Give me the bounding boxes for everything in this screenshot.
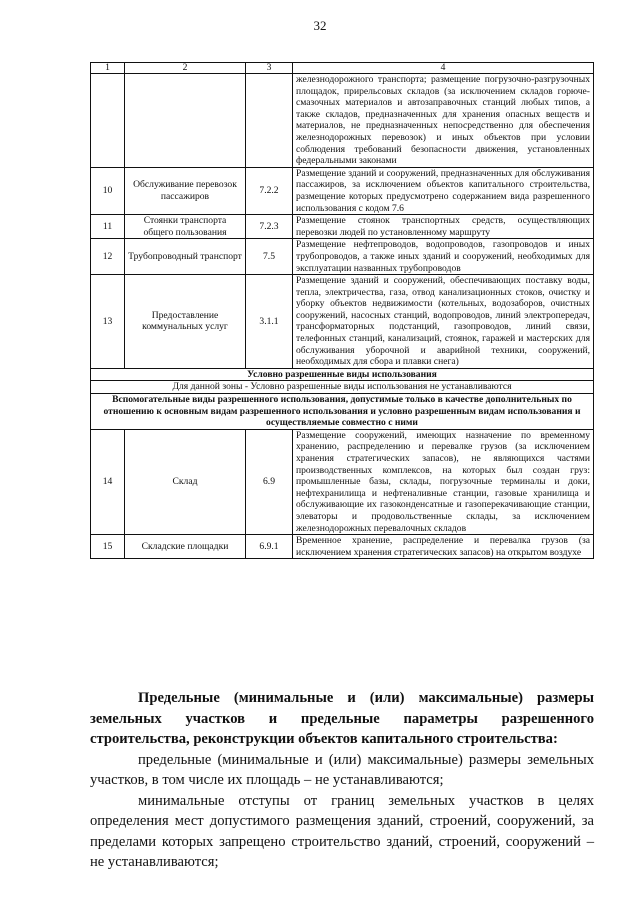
- row-name: Складские площадки: [125, 535, 246, 559]
- row-name: Предоставление коммунальных услуг: [125, 275, 246, 369]
- row-description: Размещение сооружений, имеющих назначение по временному хранению, распределению и перевалке грузов (за исключением хранения стратегических запасов), не являющихся частями производственных комплексов, на которых был создан груз: промышленные базы, склады, погрузочные терминалы и доки, нефтехранилища и нефтеналивные станции, газовые хранилища и обслуживающие их газоконденсатные и газоперекачивающие станции, элеваторы и продовольственные склады, за исключением железнодорожных перевалочных складов: [293, 429, 594, 534]
- conditional-uses-heading: Условно разрешенные виды использования: [91, 368, 594, 381]
- header-col-1: 1: [91, 63, 125, 74]
- paragraph-plot-sizes: предельные (минимальные и (или) максимальные) размеры земельных участков, в том числе их площадь – не устанавливаются;: [90, 751, 594, 788]
- auxiliary-uses-heading: Вспомогательные виды разрешенного использования, допустимые только в качестве дополнительных по отношению к основным видам разрешенного использования и условно разрешенным видам использования и осуществляемые совместно с ними: [91, 394, 594, 430]
- row-description: Размещение стоянок транспортных средств, осуществляющих перевозки людей по установленному маршруту: [293, 215, 594, 239]
- row-name: Склад: [125, 429, 246, 534]
- row-code: 6.9: [246, 429, 293, 534]
- row-number: 14: [91, 429, 125, 534]
- row-name: Стоянки транспорта общего пользования: [125, 215, 246, 239]
- row-number: 13: [91, 275, 125, 369]
- paragraph-setbacks: минимальные отступы от границ земельных участков в целях определения мест допустимого размещения зданий, строений, сооружений, за пределами которых запрещено строительство зданий, строений, сооружений – не устанавливаются;: [90, 792, 594, 870]
- row-code: 7.2.3: [246, 215, 293, 239]
- row-description: Размещение зданий и сооружений, предназначенных для обслуживания пассажиров, за исключением объектов капитального строительства, размещение которых предусмотрено содержанием вида разрешенного использования с кодом 7.6: [293, 167, 594, 214]
- table-row: [91, 167, 594, 214]
- row-code: 7.5: [246, 239, 293, 275]
- parameters-section: [90, 688, 594, 873]
- table-row: [91, 275, 594, 369]
- row-code: 6.9.1: [246, 535, 293, 559]
- land-use-table: [90, 62, 594, 559]
- table-row: [91, 215, 594, 239]
- row-continuation-text: железнодорожного транспорта; размещение погрузочно-разгрузочных площадок, прирельсовых складов (за исключением складов горюче-смазочных материалов и автозаправочных станций любых типов, а также складов, предназначенных для хранения опасных веществ и материалов, не предназначенных непосредственно для обеспечения железнодорожных перевозок) и иных объектов при условии соблюдения требований безопасности движения, установленных федеральными законами: [293, 74, 594, 168]
- row-number: 10: [91, 167, 125, 214]
- row-name: Трубопроводный транспорт: [125, 239, 246, 275]
- conditional-uses-note: Для данной зоны - Условно разрешенные виды использования не устанавливаются: [91, 381, 594, 394]
- header-col-2: 2: [125, 63, 246, 74]
- conditional-note-row: [91, 381, 594, 394]
- row-code: 7.2.2: [246, 167, 293, 214]
- table-header-row: [91, 63, 594, 74]
- row-description: Размещение нефтепроводов, водопроводов, газопроводов и иных трубопроводов, а также иных зданий и сооружений, необходимых для эксплуатации названных трубопроводов: [293, 239, 594, 275]
- auxiliary-heading-row: [91, 394, 594, 430]
- row-number: 15: [91, 535, 125, 559]
- row-description: Временное хранение, распределение и перевалка грузов (за исключением хранения стратегических запасов) на открытом воздухе: [293, 535, 594, 559]
- row-code: 3.1.1: [246, 275, 293, 369]
- conditional-heading-row: [91, 368, 594, 381]
- header-col-3: 3: [246, 63, 293, 74]
- header-col-4: 4: [293, 63, 594, 74]
- table-row: [91, 239, 594, 275]
- page-number: 32: [313, 18, 327, 33]
- parameters-heading: Предельные (минимальные и (или) максимальные) размеры земельных участков и предельные параметры разрешенного строительства, реконструкции объектов капитального строительства:: [90, 690, 594, 747]
- row-description: Размещение зданий и сооружений, обеспечивающих поставку воды, тепла, электричества, газа, отвод канализационных стоков, очистку и уборку объектов недвижимости (котельных, водозаборов, очистных сооружений, насосных станций, водопроводов, линий электропередач, трансформаторных подстанций, газопроводов, линий связи, телефонных станций, канализаций, стоянок, гаражей и мастерских для обслуживания уборочной и аварийной техники, сооружений, необходимых для сбора и плавки снега): [293, 275, 594, 369]
- row-number: 12: [91, 239, 125, 275]
- row-name: Обслуживание перевозок пассажиров: [125, 167, 246, 214]
- table-row-continuation: [91, 74, 594, 168]
- table-row: [91, 535, 594, 559]
- row-number: 11: [91, 215, 125, 239]
- table-row: [91, 429, 594, 534]
